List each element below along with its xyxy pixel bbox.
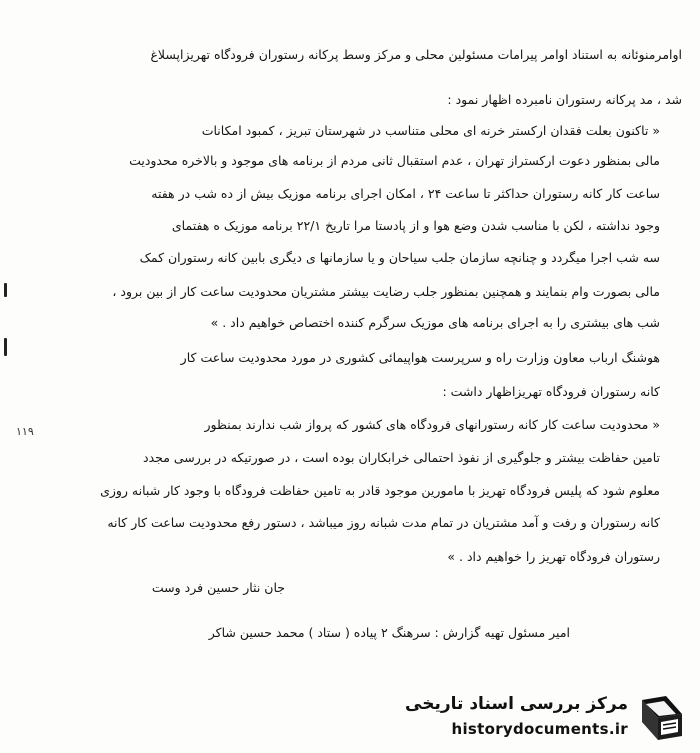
doc-line-3: « تاکنون بعلت فقدان ارکستر خرنه ای محلی متناسب در شهرستان تبریز ، کمبود امکانات <box>201 123 660 138</box>
doc-line-10: هوشنگ ارباب معاون وزارت راه و سرپرست هواپیمائی کشوری در مورد محدودیت ساعت کار <box>180 350 660 365</box>
doc-line-16: رستوران فرودگاه تهریز را خواهیم داد . » <box>447 549 660 564</box>
signature-line: جان نثار حسین فرد وست <box>151 580 285 595</box>
doc-line-9: شب های بیشتری را به اجرای برنامه های موزیک سرگرم کننده اختصاص خواهیم داد . » <box>210 315 660 330</box>
watermark <box>405 690 688 746</box>
doc-line-5: ساعت کار کانه رستوران حداکثر تا ساعت ۲۴ ، امکان اجرای برنامه موزیک بیش از ده شب در هفته <box>151 186 660 201</box>
doc-line-1: اوامرمنوئانه به استناد اوامر پیرامات مسئولین محلی و مرکز وسط پرکانه رستوران فرودگاه تهریزاپسلاغ <box>150 47 682 62</box>
binding-mark <box>4 283 7 297</box>
doc-line-15: کانه رستوران و رفت و آمد مشتریان در تمام مدت شبانه روز میباشد ، دستور رفع محدودیت ساعت کار کانه <box>107 515 660 530</box>
doc-line-6: وجود نداشته ، لکن با مناسب شدن وضع هوا و از پادستا مرا تاریخ ۲۲/۱ برنامه موزیک ه هفتمای <box>171 218 660 233</box>
margin-note: ۱۱۹ <box>16 425 34 438</box>
archive-book-icon <box>636 692 688 744</box>
doc-line-11: کانه رستوران فرودگاه تهریزاظهار داشت : <box>442 384 660 399</box>
report-author-line: امیر مسئول تهیه گزارش : سرهنگ ۲ پیاده ( ستاد ) محمد حسین شاکر <box>208 625 570 640</box>
watermark-title: مرکز بررسی اسناد تاریخی <box>405 694 628 714</box>
doc-line-4: مالی بمنظور دعوت ارکستراز تهران ، عدم استقبال ثانی مردم از برنامه های موجود و بالاخره محدودیت <box>129 153 660 168</box>
doc-line-2: شد ، مد پرکانه رستوران نامبرده اظهار نمود : <box>447 92 682 107</box>
watermark-url: historydocuments.ir <box>451 720 628 738</box>
doc-line-13: تامین حفاظت بیشتر و جلوگیری از نفوذ احتمالی خرابکاران بوده است ، در صورتیکه در بررسی مجدد <box>143 450 660 465</box>
doc-line-12: « محدودیت ساعت کار کانه رستورانهای فرودگاه های کشور که پرواز شب ندارند بمنظور <box>204 417 660 432</box>
binding-mark <box>4 338 7 356</box>
doc-line-7: سه شب اجرا میگردد و چنانچه سازمان جلب سیاحان و یا سازمانها ی دیگری بابین کانه رستوران کمک <box>139 250 660 265</box>
doc-line-8: مالی بصورت وام بنمایند و همچنین بمنظور جلب رضایت بیشتر مشتریان محدودیت ساعت کار از بین برود ، <box>112 284 660 299</box>
doc-line-14: معلوم شود که پلیس فرودگاه تهریز با مامورین موجود قادر به تامین حفاظت فرودگاه با وجود کار شبانه روزی <box>100 483 660 498</box>
